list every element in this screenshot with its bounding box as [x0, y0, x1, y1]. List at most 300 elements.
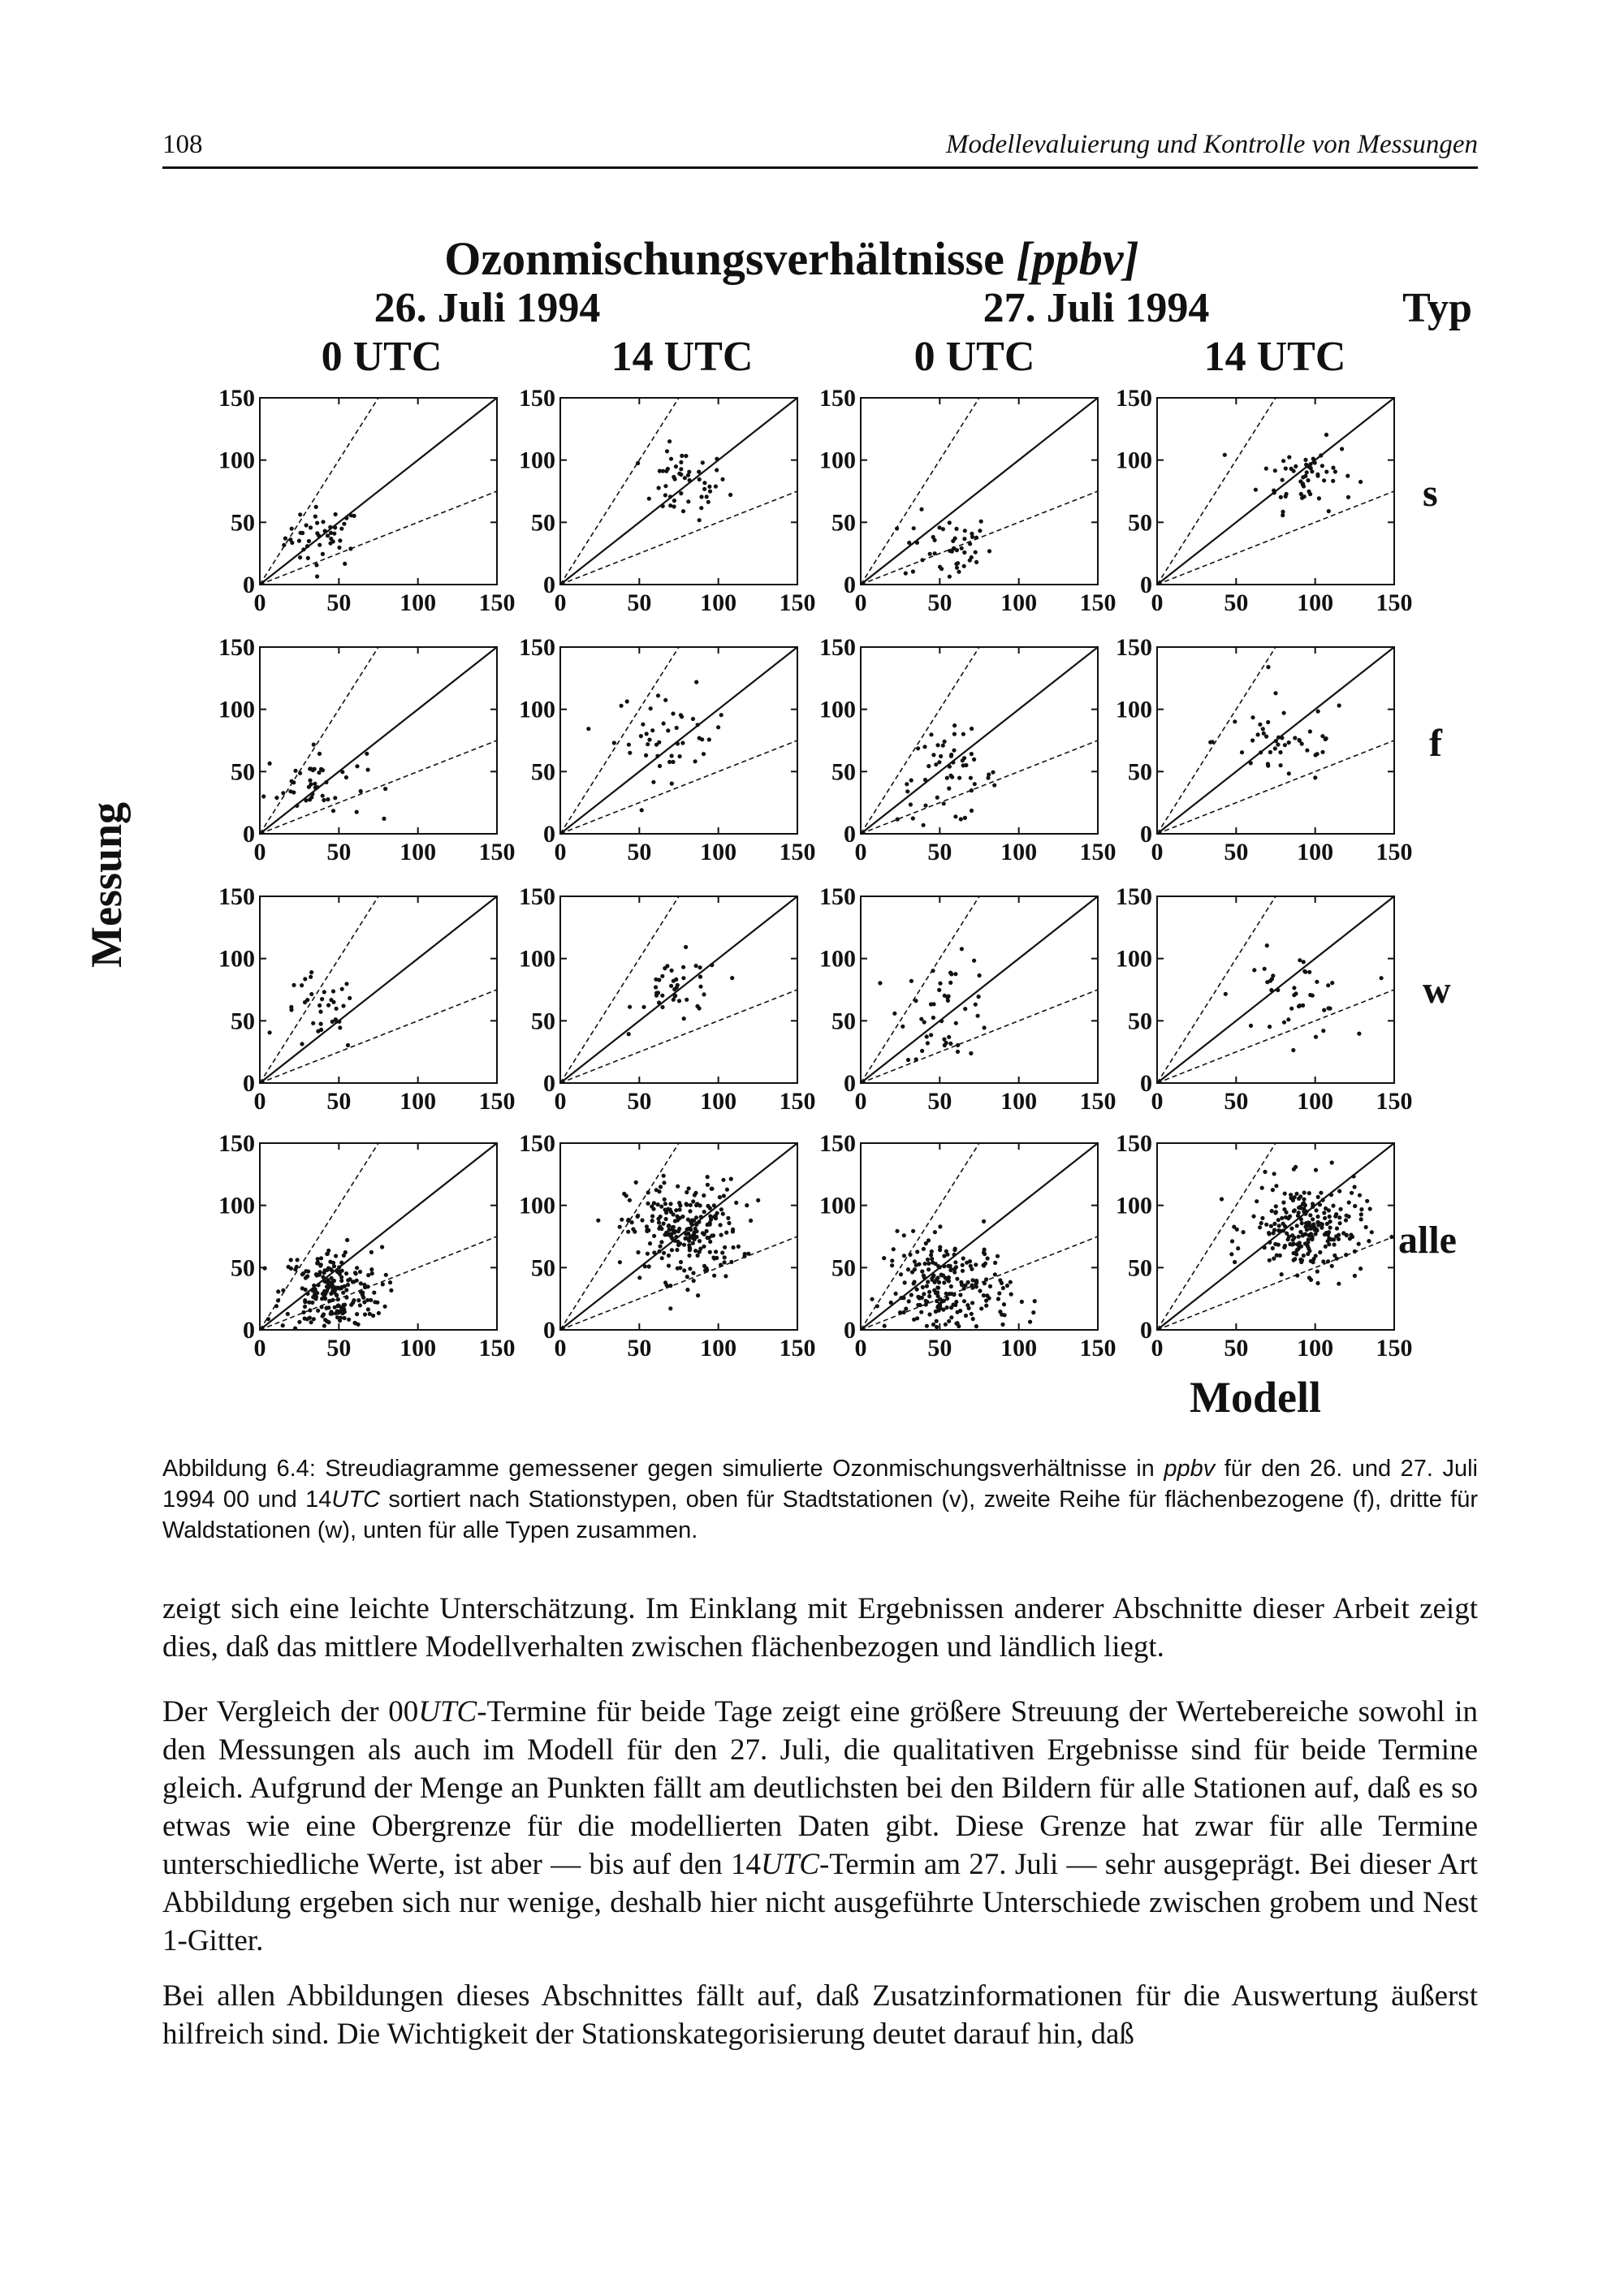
data-point: [1279, 495, 1283, 499]
data-point: [954, 1021, 958, 1025]
data-point: [670, 969, 674, 973]
y-tick-label: 50: [231, 758, 255, 786]
data-point: [1289, 1193, 1293, 1197]
data-point: [948, 575, 952, 579]
reference-line-1-2: [260, 491, 497, 585]
data-point: [1321, 1198, 1325, 1202]
data-point: [1260, 1216, 1264, 1220]
data-point: [1286, 1017, 1290, 1021]
data-point: [1281, 1201, 1285, 1205]
data-point: [927, 1294, 931, 1298]
x-tick-label: 150: [478, 1335, 516, 1362]
data-point: [1332, 1242, 1337, 1246]
data-point: [1224, 992, 1228, 996]
data-point: [1344, 1218, 1348, 1222]
data-point: [945, 1297, 949, 1301]
y-tick-label: 100: [819, 696, 856, 723]
data-point: [987, 549, 991, 553]
data-point: [1315, 1215, 1320, 1219]
data-point: [355, 1312, 359, 1316]
data-point: [694, 1235, 698, 1239]
data-point: [295, 804, 299, 808]
data-point: [927, 1312, 931, 1316]
caption-utc: UTC: [331, 1487, 381, 1513]
data-point: [1293, 1208, 1297, 1212]
data-point: [941, 527, 945, 531]
data-point: [675, 1248, 679, 1252]
data-point: [925, 1324, 929, 1328]
data-point: [931, 1323, 935, 1327]
data-point: [676, 1267, 680, 1271]
data-point: [883, 1324, 887, 1328]
data-point: [1335, 1227, 1339, 1231]
data-point: [982, 1263, 986, 1267]
data-point: [672, 475, 676, 479]
data-point: [366, 1273, 370, 1277]
data-point: [698, 975, 702, 979]
data-point: [651, 780, 655, 784]
data-point: [982, 1250, 986, 1254]
data-point: [698, 1203, 702, 1207]
data-point: [1266, 764, 1270, 768]
data-point: [1299, 1217, 1303, 1221]
figure-title-main: Ozonmischungsverhältnisse: [444, 232, 1017, 285]
y-tick-label: 100: [519, 696, 555, 723]
data-point: [926, 1238, 931, 1242]
data-point: [680, 454, 684, 458]
data-point: [968, 542, 972, 546]
data-point: [1364, 1225, 1368, 1229]
data-point: [1316, 1195, 1320, 1199]
data-point: [978, 529, 982, 533]
data-point: [736, 1245, 741, 1249]
data-point: [612, 740, 616, 744]
data-point: [1322, 478, 1326, 482]
data-point: [317, 1283, 321, 1287]
data-point: [645, 1229, 649, 1233]
data-point: [923, 1262, 927, 1266]
data-point: [661, 469, 665, 473]
data-point: [1298, 1206, 1302, 1210]
data-point: [339, 1261, 343, 1265]
y-tick-label: 150: [819, 1130, 856, 1157]
data-point: [936, 1264, 940, 1268]
data-point: [938, 1248, 942, 1252]
data-point: [1278, 750, 1282, 754]
y-tick-label: 150: [1116, 634, 1152, 661]
data-point: [293, 1267, 297, 1271]
data-point: [1318, 1250, 1322, 1254]
data-point: [317, 1003, 322, 1008]
x-tick-label: 100: [400, 1088, 437, 1115]
data-point: [1329, 1193, 1333, 1197]
data-point: [918, 1296, 922, 1300]
data-point: [359, 789, 363, 793]
data-point: [945, 1306, 949, 1310]
body-p2-utc: UTC: [418, 1695, 477, 1728]
data-point: [922, 1247, 926, 1251]
data-point: [944, 1323, 948, 1327]
data-point: [919, 1017, 923, 1021]
data-point: [952, 732, 957, 736]
data-point: [303, 977, 307, 981]
data-point: [1281, 459, 1285, 463]
data-point: [892, 1012, 896, 1016]
data-point: [315, 574, 319, 578]
data-point: [1259, 750, 1263, 754]
data-point: [366, 768, 370, 772]
data-point: [977, 995, 981, 999]
data-point: [628, 1005, 632, 1009]
data-point: [718, 1195, 722, 1199]
data-point: [647, 1264, 651, 1268]
data-point: [305, 1274, 309, 1278]
data-point: [1315, 752, 1320, 756]
data-point: [644, 753, 648, 757]
reference-line-2-1: [1157, 647, 1276, 834]
data-point: [306, 1269, 310, 1273]
data-point: [923, 778, 927, 782]
data-point: [344, 775, 348, 779]
data-point: [339, 1275, 343, 1280]
data-point: [706, 1175, 710, 1179]
y-tick-label: 0: [1140, 1070, 1152, 1097]
data-point: [261, 794, 266, 798]
data-point: [702, 1193, 706, 1198]
data-point: [1359, 1217, 1363, 1221]
data-point: [725, 1188, 729, 1192]
data-point: [358, 1270, 362, 1274]
data-point: [301, 547, 305, 551]
data-point: [1334, 1234, 1338, 1238]
data-point: [1271, 1246, 1275, 1250]
data-point: [991, 770, 995, 775]
data-point: [1347, 1201, 1351, 1205]
data-point: [687, 1227, 691, 1231]
data-point: [343, 1250, 348, 1254]
data-point: [618, 1225, 622, 1229]
data-point: [922, 1275, 926, 1280]
data-point: [870, 1297, 874, 1301]
data-point: [723, 1260, 727, 1264]
data-point: [963, 1007, 967, 1011]
data-point: [952, 1253, 957, 1257]
data-point: [1292, 1167, 1296, 1172]
x-tick-label: 50: [326, 1088, 352, 1115]
data-point: [676, 1185, 680, 1189]
data-point: [1334, 1212, 1338, 1216]
data-point: [1232, 1225, 1236, 1229]
data-point: [1276, 1228, 1281, 1232]
data-point: [926, 1258, 930, 1262]
data-point: [679, 460, 683, 464]
data-point: [959, 1280, 963, 1284]
reference-line-1-1: [1157, 896, 1394, 1083]
data-point: [930, 1257, 934, 1261]
data-point: [974, 536, 978, 540]
data-point: [637, 1275, 641, 1280]
data-point: [955, 548, 959, 552]
running-title: Modellevaluierung und Kontrolle von Messungen: [946, 130, 1478, 159]
data-point: [1294, 1192, 1298, 1196]
data-point: [319, 1256, 323, 1260]
y-tick-label: 50: [831, 758, 856, 786]
data-point: [1268, 1241, 1272, 1245]
data-point: [1258, 1225, 1262, 1229]
data-point: [875, 1304, 879, 1308]
data-point: [679, 1260, 683, 1264]
data-point: [1323, 1216, 1327, 1220]
data-point: [1305, 470, 1309, 474]
reference-line-1-1: [260, 398, 497, 585]
data-point: [1280, 1216, 1284, 1220]
data-point: [627, 1032, 631, 1036]
data-point: [926, 1262, 931, 1266]
data-point: [926, 764, 931, 768]
data-point: [1274, 1210, 1278, 1214]
data-point: [369, 1267, 374, 1271]
data-point: [349, 1303, 353, 1307]
y-tick-label: 100: [1116, 945, 1152, 973]
data-point: [708, 490, 712, 494]
data-point: [687, 470, 691, 474]
data-point: [315, 1261, 319, 1265]
data-point: [1346, 495, 1350, 499]
data-point: [660, 974, 664, 978]
reference-line-2-1: [260, 647, 378, 834]
data-point: [1307, 1191, 1311, 1195]
data-point: [1264, 467, 1268, 471]
data-point: [344, 1296, 348, 1300]
reference-line-2-1: [861, 1143, 979, 1330]
data-point: [670, 782, 674, 786]
data-point: [1333, 469, 1337, 473]
data-point: [326, 1249, 330, 1253]
data-point: [667, 1263, 671, 1267]
data-point: [940, 1299, 944, 1303]
data-point: [366, 1307, 370, 1311]
data-point: [710, 963, 714, 967]
data-point: [683, 476, 687, 480]
data-point: [948, 549, 952, 553]
data-point: [1322, 1008, 1326, 1012]
data-point: [746, 1252, 750, 1256]
x-tick-label: 0: [554, 589, 567, 616]
data-point: [312, 1284, 316, 1288]
data-point: [337, 1310, 341, 1314]
data-point: [708, 1250, 712, 1254]
body-p2-c: -Termin am 27. Juli — sehr ausgeprägt. Bei dieser Art Abbildung ergeben sich nur wenige, deshalb hier nicht ausgeführte Unterschiede zwischen grobem und Nest 1-Gitter.: [162, 1848, 1478, 1957]
data-point: [297, 539, 301, 543]
data-point: [321, 552, 325, 556]
data-point: [898, 1310, 902, 1314]
data-point: [953, 972, 957, 976]
data-point: [1292, 986, 1296, 990]
data-point: [929, 1002, 933, 1006]
data-point: [1324, 736, 1328, 740]
data-point: [356, 1298, 361, 1302]
data-point: [331, 1261, 335, 1265]
row-label-s: s: [1423, 472, 1438, 515]
data-point: [1277, 1224, 1281, 1228]
data-point: [920, 1049, 924, 1053]
caption-label: Abbildung 6.4:: [162, 1456, 316, 1482]
data-point: [1031, 1310, 1035, 1314]
data-point: [1259, 1221, 1263, 1225]
data-point: [749, 1219, 753, 1223]
data-point: [934, 1310, 938, 1314]
data-point: [960, 546, 964, 550]
data-point: [331, 989, 335, 993]
data-point: [268, 762, 272, 766]
data-point: [931, 1016, 935, 1020]
data-point: [1318, 1202, 1322, 1206]
data-point: [293, 1327, 297, 1331]
reference-line-2-1: [1157, 1143, 1276, 1330]
x-tick-label: 150: [478, 839, 516, 865]
data-point: [1236, 1246, 1240, 1250]
data-point: [1303, 970, 1307, 974]
data-point: [962, 537, 966, 541]
data-point: [1309, 1259, 1313, 1263]
data-point: [687, 1254, 691, 1258]
data-point: [974, 1280, 978, 1284]
reference-line-1-2: [1157, 491, 1394, 585]
data-point: [919, 507, 923, 511]
data-point: [308, 1308, 312, 1312]
data-point: [919, 1310, 923, 1314]
data-point: [363, 1312, 367, 1316]
data-point: [1260, 1186, 1264, 1190]
data-point: [972, 959, 976, 963]
y-tick-label: 0: [243, 1070, 255, 1097]
y-tick-label: 100: [1116, 696, 1152, 723]
x-tick-label: 0: [854, 839, 867, 865]
data-point: [970, 788, 974, 792]
data-point: [1337, 1215, 1341, 1219]
data-point: [663, 493, 667, 497]
data-point: [317, 543, 322, 547]
data-point: [337, 546, 341, 550]
data-point: [938, 982, 942, 986]
data-point: [978, 1288, 982, 1293]
typ-label: Typ: [1402, 285, 1472, 331]
data-point: [1302, 1198, 1306, 1202]
x-tick-label: 150: [779, 1335, 816, 1362]
data-point: [731, 1229, 735, 1233]
data-point: [1353, 1249, 1357, 1254]
data-point: [650, 1214, 654, 1218]
data-point: [1319, 453, 1323, 457]
x-tick-label: 100: [400, 589, 437, 616]
data-point: [976, 1014, 980, 1018]
x-tick-label: 100: [400, 839, 437, 865]
y-tick-label: 100: [1116, 1192, 1152, 1219]
data-point: [1292, 993, 1296, 997]
data-point: [902, 1254, 906, 1258]
data-point: [361, 1293, 365, 1297]
data-point: [652, 1201, 656, 1205]
y-tick-label: 0: [543, 821, 555, 848]
data-point: [1331, 1204, 1335, 1208]
data-point: [346, 1043, 350, 1047]
data-point: [960, 947, 964, 951]
data-point: [626, 1230, 630, 1234]
data-point: [993, 1261, 997, 1265]
data-point: [682, 1243, 686, 1247]
data-point: [949, 753, 953, 757]
data-point: [662, 1180, 666, 1185]
data-point: [1251, 1215, 1255, 1219]
data-point: [904, 572, 908, 576]
data-point: [1350, 1191, 1354, 1195]
data-point: [1271, 1188, 1275, 1192]
data-point: [719, 1207, 723, 1211]
data-point: [681, 976, 685, 980]
data-point: [679, 467, 683, 471]
data-point: [966, 1280, 970, 1284]
data-point: [1292, 1258, 1296, 1262]
data-point: [322, 990, 326, 994]
caption-text-3: sortiert nach Stationstypen, oben für Stadtstationen (v), zweite Reihe für flächenbezogene (f), dritte für Waldstationen (w), unten für alle Typen zusammen.: [162, 1487, 1478, 1543]
y-tick-label: 50: [1128, 509, 1152, 537]
data-point: [1293, 736, 1297, 740]
data-point: [939, 1019, 944, 1023]
data-point: [1302, 1254, 1306, 1258]
data-point: [1353, 1204, 1357, 1208]
caption-unit: ppbv: [1164, 1456, 1216, 1482]
data-point: [1359, 1207, 1363, 1211]
data-point: [911, 569, 915, 573]
data-point: [321, 1275, 325, 1279]
data-point: [1327, 509, 1331, 513]
y-tick-label: 150: [1116, 883, 1152, 910]
data-point: [320, 997, 324, 1001]
data-point: [941, 744, 945, 748]
data-point: [1282, 711, 1286, 715]
data-point: [909, 1293, 914, 1297]
data-point: [996, 1254, 1000, 1258]
data-point: [1263, 1170, 1267, 1174]
data-point: [1028, 1320, 1032, 1324]
data-point: [1280, 1272, 1284, 1276]
data-point: [303, 1300, 307, 1304]
data-point: [1285, 1211, 1289, 1215]
data-point: [998, 1278, 1002, 1282]
data-point: [732, 1245, 736, 1249]
data-point: [948, 981, 952, 985]
data-point: [1269, 988, 1273, 992]
y-tick-label: 0: [543, 1317, 555, 1344]
data-point: [707, 737, 711, 741]
data-point: [691, 717, 695, 721]
y-tick-label: 150: [819, 385, 856, 412]
data-point: [936, 1275, 940, 1280]
data-point: [1276, 743, 1280, 747]
data-point: [907, 541, 911, 545]
data-point: [714, 485, 718, 489]
data-point: [1293, 1195, 1297, 1199]
data-point: [313, 782, 317, 786]
data-point: [1263, 967, 1267, 971]
data-point: [703, 1268, 707, 1272]
data-point: [1311, 1222, 1315, 1226]
data-point: [915, 541, 919, 545]
y-tick-label: 50: [831, 1008, 856, 1035]
data-point: [330, 1311, 334, 1315]
reference-line-1-2: [861, 1236, 1098, 1330]
data-point: [719, 1223, 723, 1227]
